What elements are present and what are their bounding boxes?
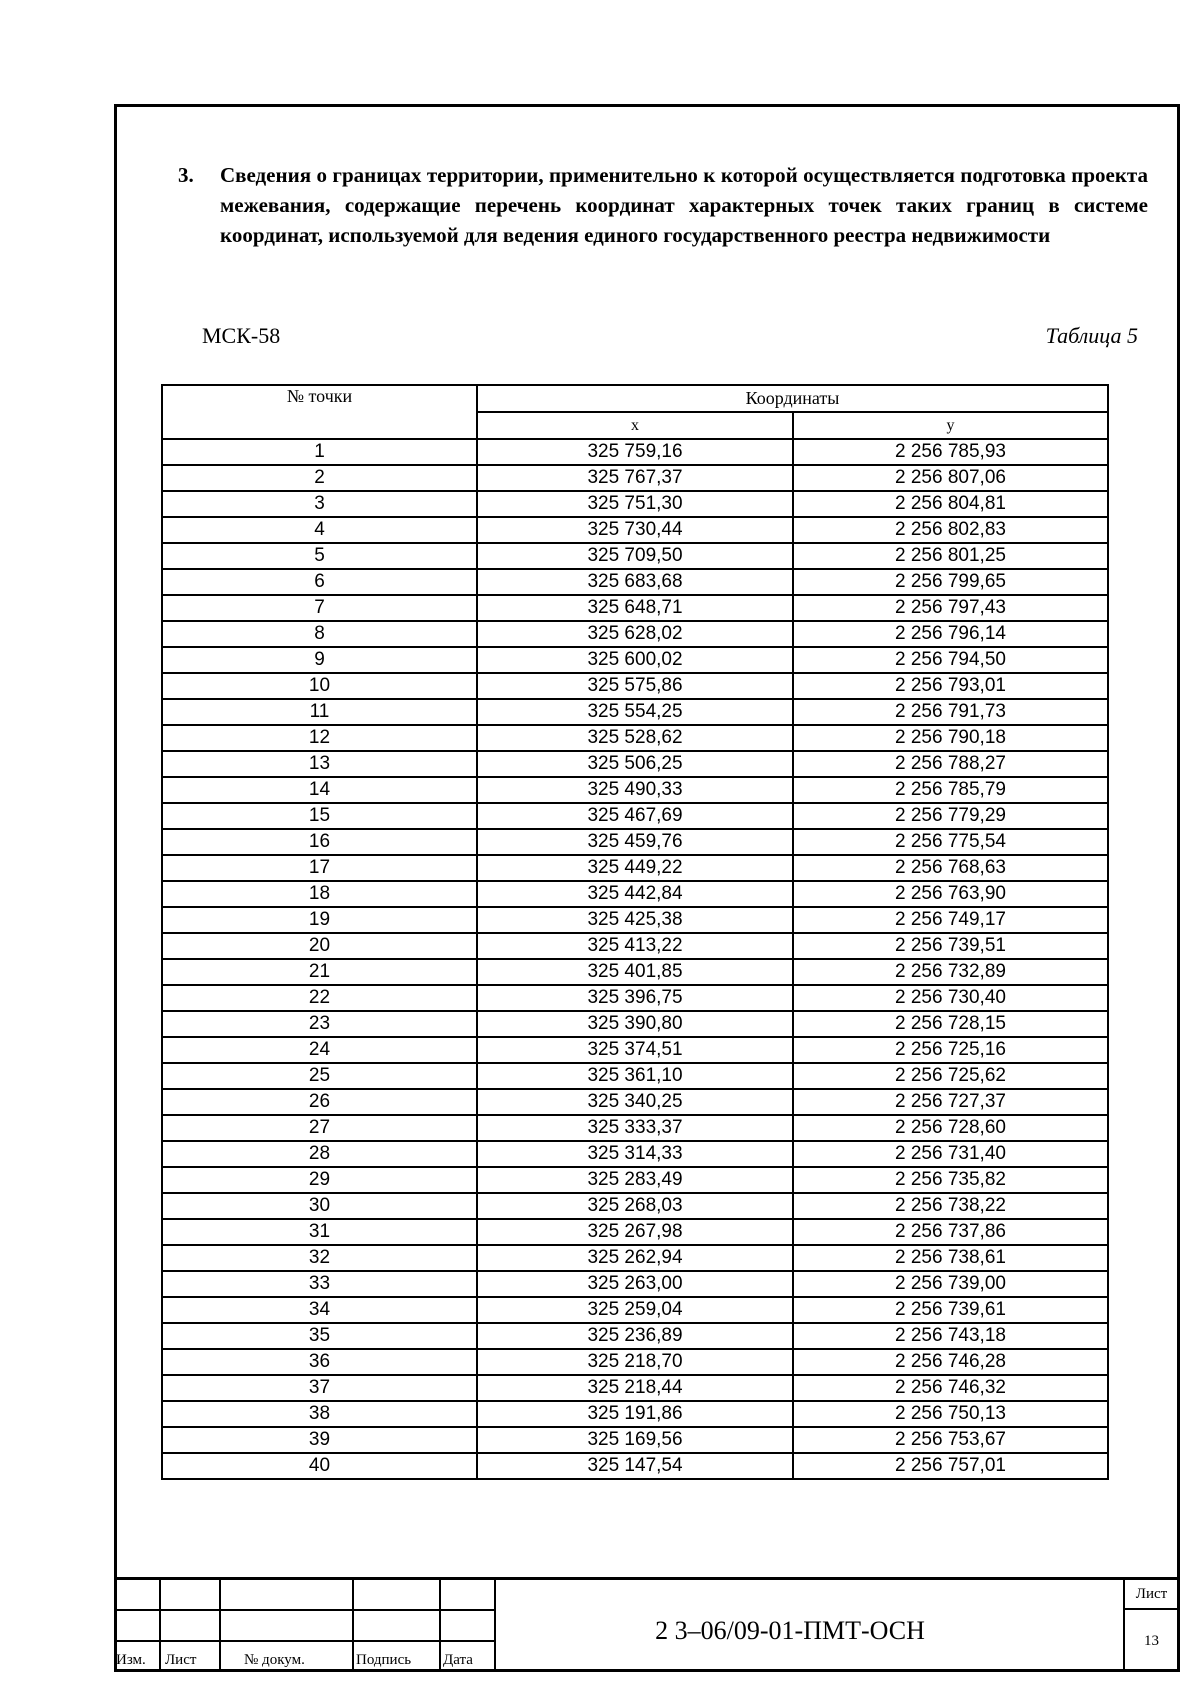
table-row xyxy=(162,1089,1108,1115)
table-row xyxy=(162,855,1108,881)
cell-y: 2 256 790,18 xyxy=(793,725,1108,751)
header-point-number: № точки xyxy=(162,385,477,439)
section-heading xyxy=(178,160,1148,250)
cell-x: 325 648,71 xyxy=(477,595,793,621)
cell-x: 325 575,86 xyxy=(477,673,793,699)
table-row xyxy=(162,1375,1108,1401)
cell-x: 325 314,33 xyxy=(477,1141,793,1167)
cell-x: 325 459,76 xyxy=(477,829,793,855)
cell-point-number: 20 xyxy=(162,933,477,959)
cell-point-number: 12 xyxy=(162,725,477,751)
cell-x: 325 396,75 xyxy=(477,985,793,1011)
cell-point-number: 39 xyxy=(162,1427,477,1453)
title-block-divider xyxy=(114,1640,494,1642)
header-coordinates: Координаты xyxy=(477,385,1108,412)
cell-point-number: 23 xyxy=(162,1011,477,1037)
cell-y: 2 256 791,73 xyxy=(793,699,1108,725)
cell-point-number: 29 xyxy=(162,1167,477,1193)
cell-y: 2 256 737,86 xyxy=(793,1219,1108,1245)
cell-x: 325 730,44 xyxy=(477,517,793,543)
table-row xyxy=(162,465,1108,491)
table-row xyxy=(162,699,1108,725)
cell-x: 325 268,03 xyxy=(477,1193,793,1219)
table-row xyxy=(162,621,1108,647)
table-row xyxy=(162,777,1108,803)
header-y: y xyxy=(793,412,1108,439)
cell-y: 2 256 804,81 xyxy=(793,491,1108,517)
table-row xyxy=(162,725,1108,751)
title-block-divider xyxy=(1123,1580,1125,1672)
cell-y: 2 256 739,51 xyxy=(793,933,1108,959)
cell-point-number: 3 xyxy=(162,491,477,517)
cell-x: 325 506,25 xyxy=(477,751,793,777)
label-signature: Подпись xyxy=(356,1652,412,1668)
header-x: x xyxy=(477,412,793,439)
table-row xyxy=(162,1167,1108,1193)
cell-x: 325 169,56 xyxy=(477,1427,793,1453)
sheet-label: Лист xyxy=(1135,1586,1168,1602)
table-row xyxy=(162,1037,1108,1063)
title-block-divider xyxy=(114,1609,494,1611)
label-date: Дата xyxy=(443,1652,473,1668)
cell-point-number: 6 xyxy=(162,569,477,595)
cell-y: 2 256 785,93 xyxy=(793,439,1108,465)
cell-x: 325 267,98 xyxy=(477,1219,793,1245)
table-row xyxy=(162,959,1108,985)
cell-point-number: 35 xyxy=(162,1323,477,1349)
cell-y: 2 256 785,79 xyxy=(793,777,1108,803)
cell-y: 2 256 793,01 xyxy=(793,673,1108,699)
cell-point-number: 26 xyxy=(162,1089,477,1115)
cell-point-number: 19 xyxy=(162,907,477,933)
cell-y: 2 256 801,25 xyxy=(793,543,1108,569)
cell-point-number: 38 xyxy=(162,1401,477,1427)
cell-point-number: 24 xyxy=(162,1037,477,1063)
cell-point-number: 8 xyxy=(162,621,477,647)
cell-y: 2 256 750,13 xyxy=(793,1401,1108,1427)
cell-point-number: 36 xyxy=(162,1349,477,1375)
table-row xyxy=(162,1011,1108,1037)
cell-point-number: 17 xyxy=(162,855,477,881)
label-izm: Изм. xyxy=(116,1652,146,1668)
table-row xyxy=(162,543,1108,569)
cell-x: 325 413,22 xyxy=(477,933,793,959)
cell-y: 2 256 788,27 xyxy=(793,751,1108,777)
table-row xyxy=(162,1219,1108,1245)
cell-x: 325 236,89 xyxy=(477,1323,793,1349)
table-row xyxy=(162,517,1108,543)
cell-y: 2 256 749,17 xyxy=(793,907,1108,933)
cell-point-number: 13 xyxy=(162,751,477,777)
table-row xyxy=(162,1063,1108,1089)
cell-point-number: 34 xyxy=(162,1297,477,1323)
cell-x: 325 554,25 xyxy=(477,699,793,725)
cell-point-number: 40 xyxy=(162,1453,477,1479)
table-row xyxy=(162,1453,1108,1479)
cell-point-number: 18 xyxy=(162,881,477,907)
cell-x: 325 283,49 xyxy=(477,1167,793,1193)
title-block-divider xyxy=(159,1580,161,1672)
cell-x: 325 628,02 xyxy=(477,621,793,647)
table-row xyxy=(162,595,1108,621)
title-block-divider xyxy=(439,1580,441,1672)
cell-y: 2 256 779,29 xyxy=(793,803,1108,829)
cell-x: 325 425,38 xyxy=(477,907,793,933)
cell-point-number: 31 xyxy=(162,1219,477,1245)
cell-y: 2 256 802,83 xyxy=(793,517,1108,543)
cell-y: 2 256 739,00 xyxy=(793,1271,1108,1297)
cell-x: 325 600,02 xyxy=(477,647,793,673)
cell-point-number: 2 xyxy=(162,465,477,491)
table-row xyxy=(162,985,1108,1011)
cell-x: 325 767,37 xyxy=(477,465,793,491)
title-block-divider xyxy=(1123,1608,1180,1610)
cell-y: 2 256 757,01 xyxy=(793,1453,1108,1479)
cell-y: 2 256 739,61 xyxy=(793,1297,1108,1323)
cell-x: 325 442,84 xyxy=(477,881,793,907)
table-row xyxy=(162,907,1108,933)
cell-point-number: 11 xyxy=(162,699,477,725)
table-row xyxy=(162,1323,1108,1349)
table-row xyxy=(162,1141,1108,1167)
table-row xyxy=(162,491,1108,517)
cell-point-number: 10 xyxy=(162,673,477,699)
label-list: Лист xyxy=(165,1652,197,1668)
table-row xyxy=(162,1193,1108,1219)
cell-x: 325 218,70 xyxy=(477,1349,793,1375)
cell-y: 2 256 746,32 xyxy=(793,1375,1108,1401)
cell-y: 2 256 794,50 xyxy=(793,647,1108,673)
cell-x: 325 528,62 xyxy=(477,725,793,751)
cell-x: 325 361,10 xyxy=(477,1063,793,1089)
table-row xyxy=(162,1115,1108,1141)
cell-y: 2 256 725,16 xyxy=(793,1037,1108,1063)
cell-x: 325 263,00 xyxy=(477,1271,793,1297)
cell-point-number: 30 xyxy=(162,1193,477,1219)
cell-x: 325 751,30 xyxy=(477,491,793,517)
cell-y: 2 256 738,61 xyxy=(793,1245,1108,1271)
cell-y: 2 256 807,06 xyxy=(793,465,1108,491)
cell-point-number: 33 xyxy=(162,1271,477,1297)
cell-point-number: 4 xyxy=(162,517,477,543)
cell-y: 2 256 797,43 xyxy=(793,595,1108,621)
sheet-number: 13 xyxy=(1144,1633,1159,1649)
cell-x: 325 374,51 xyxy=(477,1037,793,1063)
title-block xyxy=(114,1577,1180,1672)
cell-x: 325 218,44 xyxy=(477,1375,793,1401)
cell-point-number: 22 xyxy=(162,985,477,1011)
cell-point-number: 25 xyxy=(162,1063,477,1089)
cell-x: 325 401,85 xyxy=(477,959,793,985)
cell-y: 2 256 731,40 xyxy=(793,1141,1108,1167)
section-title: Сведения о границах территории, применительно к которой осуществляется подготовка проекта межевания, содержащие перечень координат характерных точек таких границ в системе координат, используемой для ведения единого государственного реестра недвижимости xyxy=(220,163,1148,247)
cell-y: 2 256 725,62 xyxy=(793,1063,1108,1089)
cell-x: 325 467,69 xyxy=(477,803,793,829)
cell-x: 325 191,86 xyxy=(477,1401,793,1427)
cell-point-number: 7 xyxy=(162,595,477,621)
cell-y: 2 256 753,67 xyxy=(793,1427,1108,1453)
document-code: 2 3–06/09-01-ПМТ-ОСН xyxy=(655,1616,925,1645)
coordinate-system-label: МСК-58 xyxy=(202,323,281,348)
cell-x: 325 759,16 xyxy=(477,439,793,465)
cell-point-number: 16 xyxy=(162,829,477,855)
title-block-divider xyxy=(219,1580,221,1672)
cell-y: 2 256 743,18 xyxy=(793,1323,1108,1349)
cell-point-number: 1 xyxy=(162,439,477,465)
cell-y: 2 256 728,60 xyxy=(793,1115,1108,1141)
table-row xyxy=(162,569,1108,595)
table-row xyxy=(162,1427,1108,1453)
cell-x: 325 390,80 xyxy=(477,1011,793,1037)
table-row xyxy=(162,1297,1108,1323)
title-block-divider xyxy=(352,1580,354,1672)
table-row xyxy=(162,881,1108,907)
cell-y: 2 256 768,63 xyxy=(793,855,1108,881)
cell-x: 325 340,25 xyxy=(477,1089,793,1115)
table-row xyxy=(162,933,1108,959)
cell-point-number: 9 xyxy=(162,647,477,673)
table-row xyxy=(162,439,1108,465)
cell-x: 325 490,33 xyxy=(477,777,793,803)
cell-x: 325 259,04 xyxy=(477,1297,793,1323)
cell-point-number: 21 xyxy=(162,959,477,985)
cell-y: 2 256 728,15 xyxy=(793,1011,1108,1037)
cell-x: 325 683,68 xyxy=(477,569,793,595)
table-number: Таблица 5 xyxy=(1045,323,1138,348)
cell-point-number: 5 xyxy=(162,543,477,569)
cell-point-number: 27 xyxy=(162,1115,477,1141)
cell-point-number: 14 xyxy=(162,777,477,803)
cell-point-number: 37 xyxy=(162,1375,477,1401)
cell-x: 325 709,50 xyxy=(477,543,793,569)
cell-y: 2 256 799,65 xyxy=(793,569,1108,595)
coordinates-table xyxy=(161,384,1109,1480)
cell-y: 2 256 775,54 xyxy=(793,829,1108,855)
table-row xyxy=(162,647,1108,673)
cell-x: 325 333,37 xyxy=(477,1115,793,1141)
table-row xyxy=(162,829,1108,855)
cell-y: 2 256 738,22 xyxy=(793,1193,1108,1219)
cell-y: 2 256 763,90 xyxy=(793,881,1108,907)
label-doc-number: № докум. xyxy=(244,1652,305,1668)
cell-x: 325 147,54 xyxy=(477,1453,793,1479)
section-number: 3. xyxy=(178,163,194,187)
cell-x: 325 449,22 xyxy=(477,855,793,881)
cell-y: 2 256 730,40 xyxy=(793,985,1108,1011)
cell-y: 2 256 796,14 xyxy=(793,621,1108,647)
cell-y: 2 256 746,28 xyxy=(793,1349,1108,1375)
table-row xyxy=(162,1349,1108,1375)
table-row xyxy=(162,751,1108,777)
cell-point-number: 15 xyxy=(162,803,477,829)
cell-point-number: 28 xyxy=(162,1141,477,1167)
cell-y: 2 256 735,82 xyxy=(793,1167,1108,1193)
cell-y: 2 256 727,37 xyxy=(793,1089,1108,1115)
cell-x: 325 262,94 xyxy=(477,1245,793,1271)
cell-y: 2 256 732,89 xyxy=(793,959,1108,985)
cell-point-number: 32 xyxy=(162,1245,477,1271)
table-row xyxy=(162,1401,1108,1427)
table-row xyxy=(162,1245,1108,1271)
table-row xyxy=(162,673,1108,699)
table-row xyxy=(162,803,1108,829)
table-row xyxy=(162,1271,1108,1297)
